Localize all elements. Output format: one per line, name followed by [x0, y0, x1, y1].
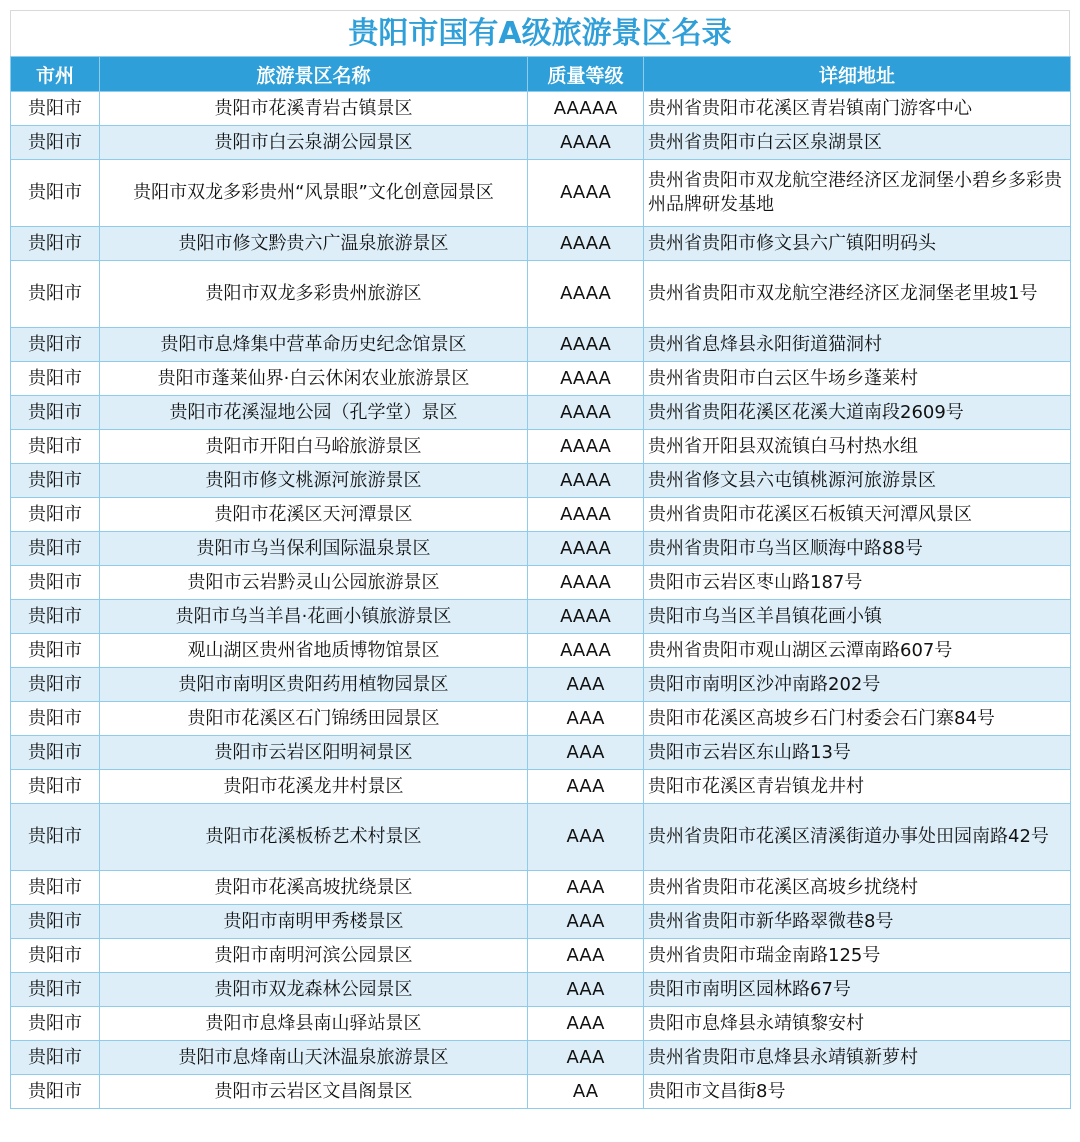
city-cell[interactable]: 贵阳市: [11, 92, 100, 126]
city-cell[interactable]: 贵阳市: [11, 1075, 100, 1109]
address-cell[interactable]: 贵阳市南明区沙冲南路202号: [644, 668, 1071, 702]
table-row: [11, 464, 1071, 498]
address-cell[interactable]: 贵州省贵阳市花溪区石板镇天河潭风景区: [644, 498, 1071, 532]
table-row: [11, 634, 1071, 668]
grade-cell[interactable]: AAAA: [528, 160, 644, 227]
table-row: [11, 532, 1071, 566]
address-cell[interactable]: 贵州省贵阳市花溪区高坡乡扰绕村: [644, 871, 1071, 905]
scenic-name-cell[interactable]: 贵阳市息烽集中营革命历史纪念馆景区: [100, 328, 528, 362]
header-address[interactable]: 详细地址: [644, 57, 1071, 92]
scenic-name-cell[interactable]: 贵阳市息烽南山天沐温泉旅游景区: [100, 1041, 528, 1075]
address-cell[interactable]: 贵州省贵阳市白云区泉湖景区: [644, 126, 1071, 160]
address-cell[interactable]: 贵阳市花溪区高坡乡石门村委会石门寨84号: [644, 702, 1071, 736]
table-row: [11, 126, 1071, 160]
grade-cell[interactable]: AAAA: [528, 566, 644, 600]
city-cell[interactable]: 贵阳市: [11, 1041, 100, 1075]
header-name[interactable]: 旅游景区名称: [100, 57, 528, 92]
city-cell[interactable]: 贵阳市: [11, 261, 100, 328]
scenic-name-cell[interactable]: 贵阳市双龙多彩贵州“风景眼”文化创意园景区: [100, 160, 528, 227]
table-row: [11, 362, 1071, 396]
city-cell[interactable]: 贵阳市: [11, 871, 100, 905]
table-row: [11, 871, 1071, 905]
table-row: [11, 939, 1071, 973]
address-cell[interactable]: 贵阳市南明区园林路67号: [644, 973, 1071, 1007]
scenic-name-cell[interactable]: 贵阳市花溪龙井村景区: [100, 770, 528, 804]
city-cell[interactable]: 贵阳市: [11, 464, 100, 498]
scenic-name-cell[interactable]: 观山湖区贵州省地质博物馆景区: [100, 634, 528, 668]
scenic-name-cell[interactable]: 贵阳市花溪湿地公园（孔学堂）景区: [100, 396, 528, 430]
scenic-name-cell[interactable]: 贵阳市蓬莱仙界·白云休闲农业旅游景区: [100, 362, 528, 396]
address-cell[interactable]: 贵阳市云岩区东山路13号: [644, 736, 1071, 770]
table-row: [11, 736, 1071, 770]
table-row: [11, 396, 1071, 430]
scenic-name-cell[interactable]: 贵阳市息烽县南山驿站景区: [100, 1007, 528, 1041]
city-cell[interactable]: 贵阳市: [11, 939, 100, 973]
table-row: [11, 804, 1071, 871]
scenic-name-cell[interactable]: 贵阳市白云泉湖公园景区: [100, 126, 528, 160]
address-cell[interactable]: 贵州省修文县六屯镇桃源河旅游景区: [644, 464, 1071, 498]
address-cell[interactable]: 贵阳市文昌街8号: [644, 1075, 1071, 1109]
grade-cell[interactable]: AAA: [528, 804, 644, 871]
scenic-name-cell[interactable]: 贵阳市花溪板桥艺术村景区: [100, 804, 528, 871]
table-row: [11, 668, 1071, 702]
grade-cell[interactable]: AAA: [528, 939, 644, 973]
table-row: [11, 430, 1071, 464]
city-cell[interactable]: 贵阳市: [11, 227, 100, 261]
scenic-name-cell[interactable]: 贵阳市云岩区文昌阁景区: [100, 1075, 528, 1109]
address-cell[interactable]: 贵州省贵阳市新华路翠微巷8号: [644, 905, 1071, 939]
scenic-name-cell[interactable]: 贵阳市花溪区天河潭景区: [100, 498, 528, 532]
scenic-name-cell[interactable]: 贵阳市乌当保利国际温泉景区: [100, 532, 528, 566]
grade-cell[interactable]: AAAA: [528, 261, 644, 328]
address-cell[interactable]: 贵州省贵阳市花溪区清溪街道办事处田园南路42号: [644, 804, 1071, 871]
city-cell[interactable]: 贵阳市: [11, 1007, 100, 1041]
scenic-name-cell[interactable]: 贵阳市双龙森林公园景区: [100, 973, 528, 1007]
address-cell[interactable]: 贵州省贵阳市双龙航空港经济区龙洞堡老里坡1号: [644, 261, 1071, 328]
address-cell[interactable]: 贵州省贵阳市瑞金南路125号: [644, 939, 1071, 973]
grade-cell[interactable]: AA: [528, 1075, 644, 1109]
address-cell[interactable]: 贵阳市息烽县永靖镇黎安村: [644, 1007, 1071, 1041]
address-cell[interactable]: 贵州省贵阳市白云区牛场乡蓬莱村: [644, 362, 1071, 396]
grade-cell[interactable]: AAAA: [528, 227, 644, 261]
table-row: [11, 498, 1071, 532]
table-row: [11, 261, 1071, 328]
address-cell[interactable]: 贵州省贵阳市修文县六广镇阳明码头: [644, 227, 1071, 261]
grade-cell[interactable]: AAA: [528, 973, 644, 1007]
header-row: [11, 57, 1071, 92]
grade-cell[interactable]: AAAA: [528, 464, 644, 498]
grade-cell[interactable]: AAAA: [528, 328, 644, 362]
table-row: [11, 905, 1071, 939]
address-cell[interactable]: 贵阳市乌当区羊昌镇花画小镇: [644, 600, 1071, 634]
scenic-name-cell[interactable]: 贵阳市花溪青岩古镇景区: [100, 92, 528, 126]
city-cell[interactable]: 贵阳市: [11, 600, 100, 634]
grade-cell[interactable]: AAAA: [528, 126, 644, 160]
scenic-name-cell[interactable]: 贵阳市双龙多彩贵州旅游区: [100, 261, 528, 328]
city-cell[interactable]: 贵阳市: [11, 532, 100, 566]
table-body: [11, 92, 1071, 1109]
table-title: 贵阳市国有A级旅游景区名录: [10, 10, 1070, 56]
city-cell[interactable]: 贵阳市: [11, 702, 100, 736]
grade-cell[interactable]: AAAA: [528, 362, 644, 396]
table-row: [11, 770, 1071, 804]
table-row: [11, 973, 1071, 1007]
table-row: [11, 92, 1071, 126]
address-cell[interactable]: 贵州省贵阳市花溪区青岩镇南门游客中心: [644, 92, 1071, 126]
grade-cell[interactable]: AAAA: [528, 430, 644, 464]
address-cell[interactable]: 贵州省贵阳市双龙航空港经济区龙洞堡小碧乡多彩贵州品牌研发基地: [644, 160, 1071, 227]
table-row: [11, 227, 1071, 261]
scenic-name-cell[interactable]: 贵阳市南明河滨公园景区: [100, 939, 528, 973]
table-row: [11, 600, 1071, 634]
city-cell[interactable]: 贵阳市: [11, 430, 100, 464]
scenic-name-cell[interactable]: 贵阳市花溪区石门锦绣田园景区: [100, 702, 528, 736]
city-cell[interactable]: 贵阳市: [11, 668, 100, 702]
scenic-name-cell[interactable]: 贵阳市南明甲秀楼景区: [100, 905, 528, 939]
city-cell[interactable]: 贵阳市: [11, 498, 100, 532]
table-row: [11, 160, 1071, 227]
scenic-name-cell[interactable]: 贵阳市云岩黔灵山公园旅游景区: [100, 566, 528, 600]
scenic-spot-table: [10, 56, 1071, 1109]
address-cell[interactable]: 贵州省息烽县永阳街道猫洞村: [644, 328, 1071, 362]
grade-cell[interactable]: AAA: [528, 1007, 644, 1041]
grade-cell[interactable]: AAA: [528, 770, 644, 804]
grade-cell[interactable]: AAA: [528, 871, 644, 905]
city-cell[interactable]: 贵阳市: [11, 634, 100, 668]
city-cell[interactable]: 贵阳市: [11, 396, 100, 430]
address-cell[interactable]: 贵州省开阳县双流镇白马村热水组: [644, 430, 1071, 464]
address-cell[interactable]: 贵州省贵阳市息烽县永靖镇新萝村: [644, 1041, 1071, 1075]
address-cell[interactable]: 贵阳市云岩区枣山路187号: [644, 566, 1071, 600]
city-cell[interactable]: 贵阳市: [11, 126, 100, 160]
city-cell[interactable]: 贵阳市: [11, 905, 100, 939]
table-row: [11, 702, 1071, 736]
scenic-name-cell[interactable]: 贵阳市修文桃源河旅游景区: [100, 464, 528, 498]
city-cell[interactable]: 贵阳市: [11, 362, 100, 396]
city-cell[interactable]: 贵阳市: [11, 328, 100, 362]
address-cell[interactable]: 贵州省贵阳市乌当区顺海中路88号: [644, 532, 1071, 566]
grade-cell[interactable]: AAAA: [528, 634, 644, 668]
grade-cell[interactable]: AAAA: [528, 532, 644, 566]
table-row: [11, 328, 1071, 362]
grade-cell[interactable]: AAAA: [528, 396, 644, 430]
address-cell[interactable]: 贵州省贵阳花溪区花溪大道南段2609号: [644, 396, 1071, 430]
grade-cell[interactable]: AAA: [528, 905, 644, 939]
city-cell[interactable]: 贵阳市: [11, 160, 100, 227]
city-cell[interactable]: 贵阳市: [11, 804, 100, 871]
scenic-name-cell[interactable]: 贵阳市花溪高坡扰绕景区: [100, 871, 528, 905]
city-cell[interactable]: 贵阳市: [11, 770, 100, 804]
scenic-name-cell[interactable]: 贵阳市修文黔贵六广温泉旅游景区: [100, 227, 528, 261]
city-cell[interactable]: 贵阳市: [11, 736, 100, 770]
table-row: [11, 1041, 1071, 1075]
grade-cell[interactable]: AAA: [528, 668, 644, 702]
header-grade[interactable]: 质量等级: [528, 57, 644, 92]
header-city[interactable]: 市州: [11, 57, 100, 92]
grade-cell[interactable]: AAAA: [528, 600, 644, 634]
scenic-name-cell[interactable]: 贵阳市乌当羊昌·花画小镇旅游景区: [100, 600, 528, 634]
grade-cell[interactable]: AAAA: [528, 498, 644, 532]
city-cell[interactable]: 贵阳市: [11, 973, 100, 1007]
table-row: [11, 1007, 1071, 1041]
grade-cell[interactable]: AAAAA: [528, 92, 644, 126]
scenic-name-cell[interactable]: 贵阳市云岩区阳明祠景区: [100, 736, 528, 770]
table-row: [11, 1075, 1071, 1109]
grade-cell[interactable]: AAA: [528, 736, 644, 770]
city-cell[interactable]: 贵阳市: [11, 566, 100, 600]
scenic-name-cell[interactable]: 贵阳市南明区贵阳药用植物园景区: [100, 668, 528, 702]
grade-cell[interactable]: AAA: [528, 1041, 644, 1075]
scenic-name-cell[interactable]: 贵阳市开阳白马峪旅游景区: [100, 430, 528, 464]
table-row: [11, 566, 1071, 600]
address-cell[interactable]: 贵阳市花溪区青岩镇龙井村: [644, 770, 1071, 804]
grade-cell[interactable]: AAA: [528, 702, 644, 736]
address-cell[interactable]: 贵州省贵阳市观山湖区云潭南路607号: [644, 634, 1071, 668]
